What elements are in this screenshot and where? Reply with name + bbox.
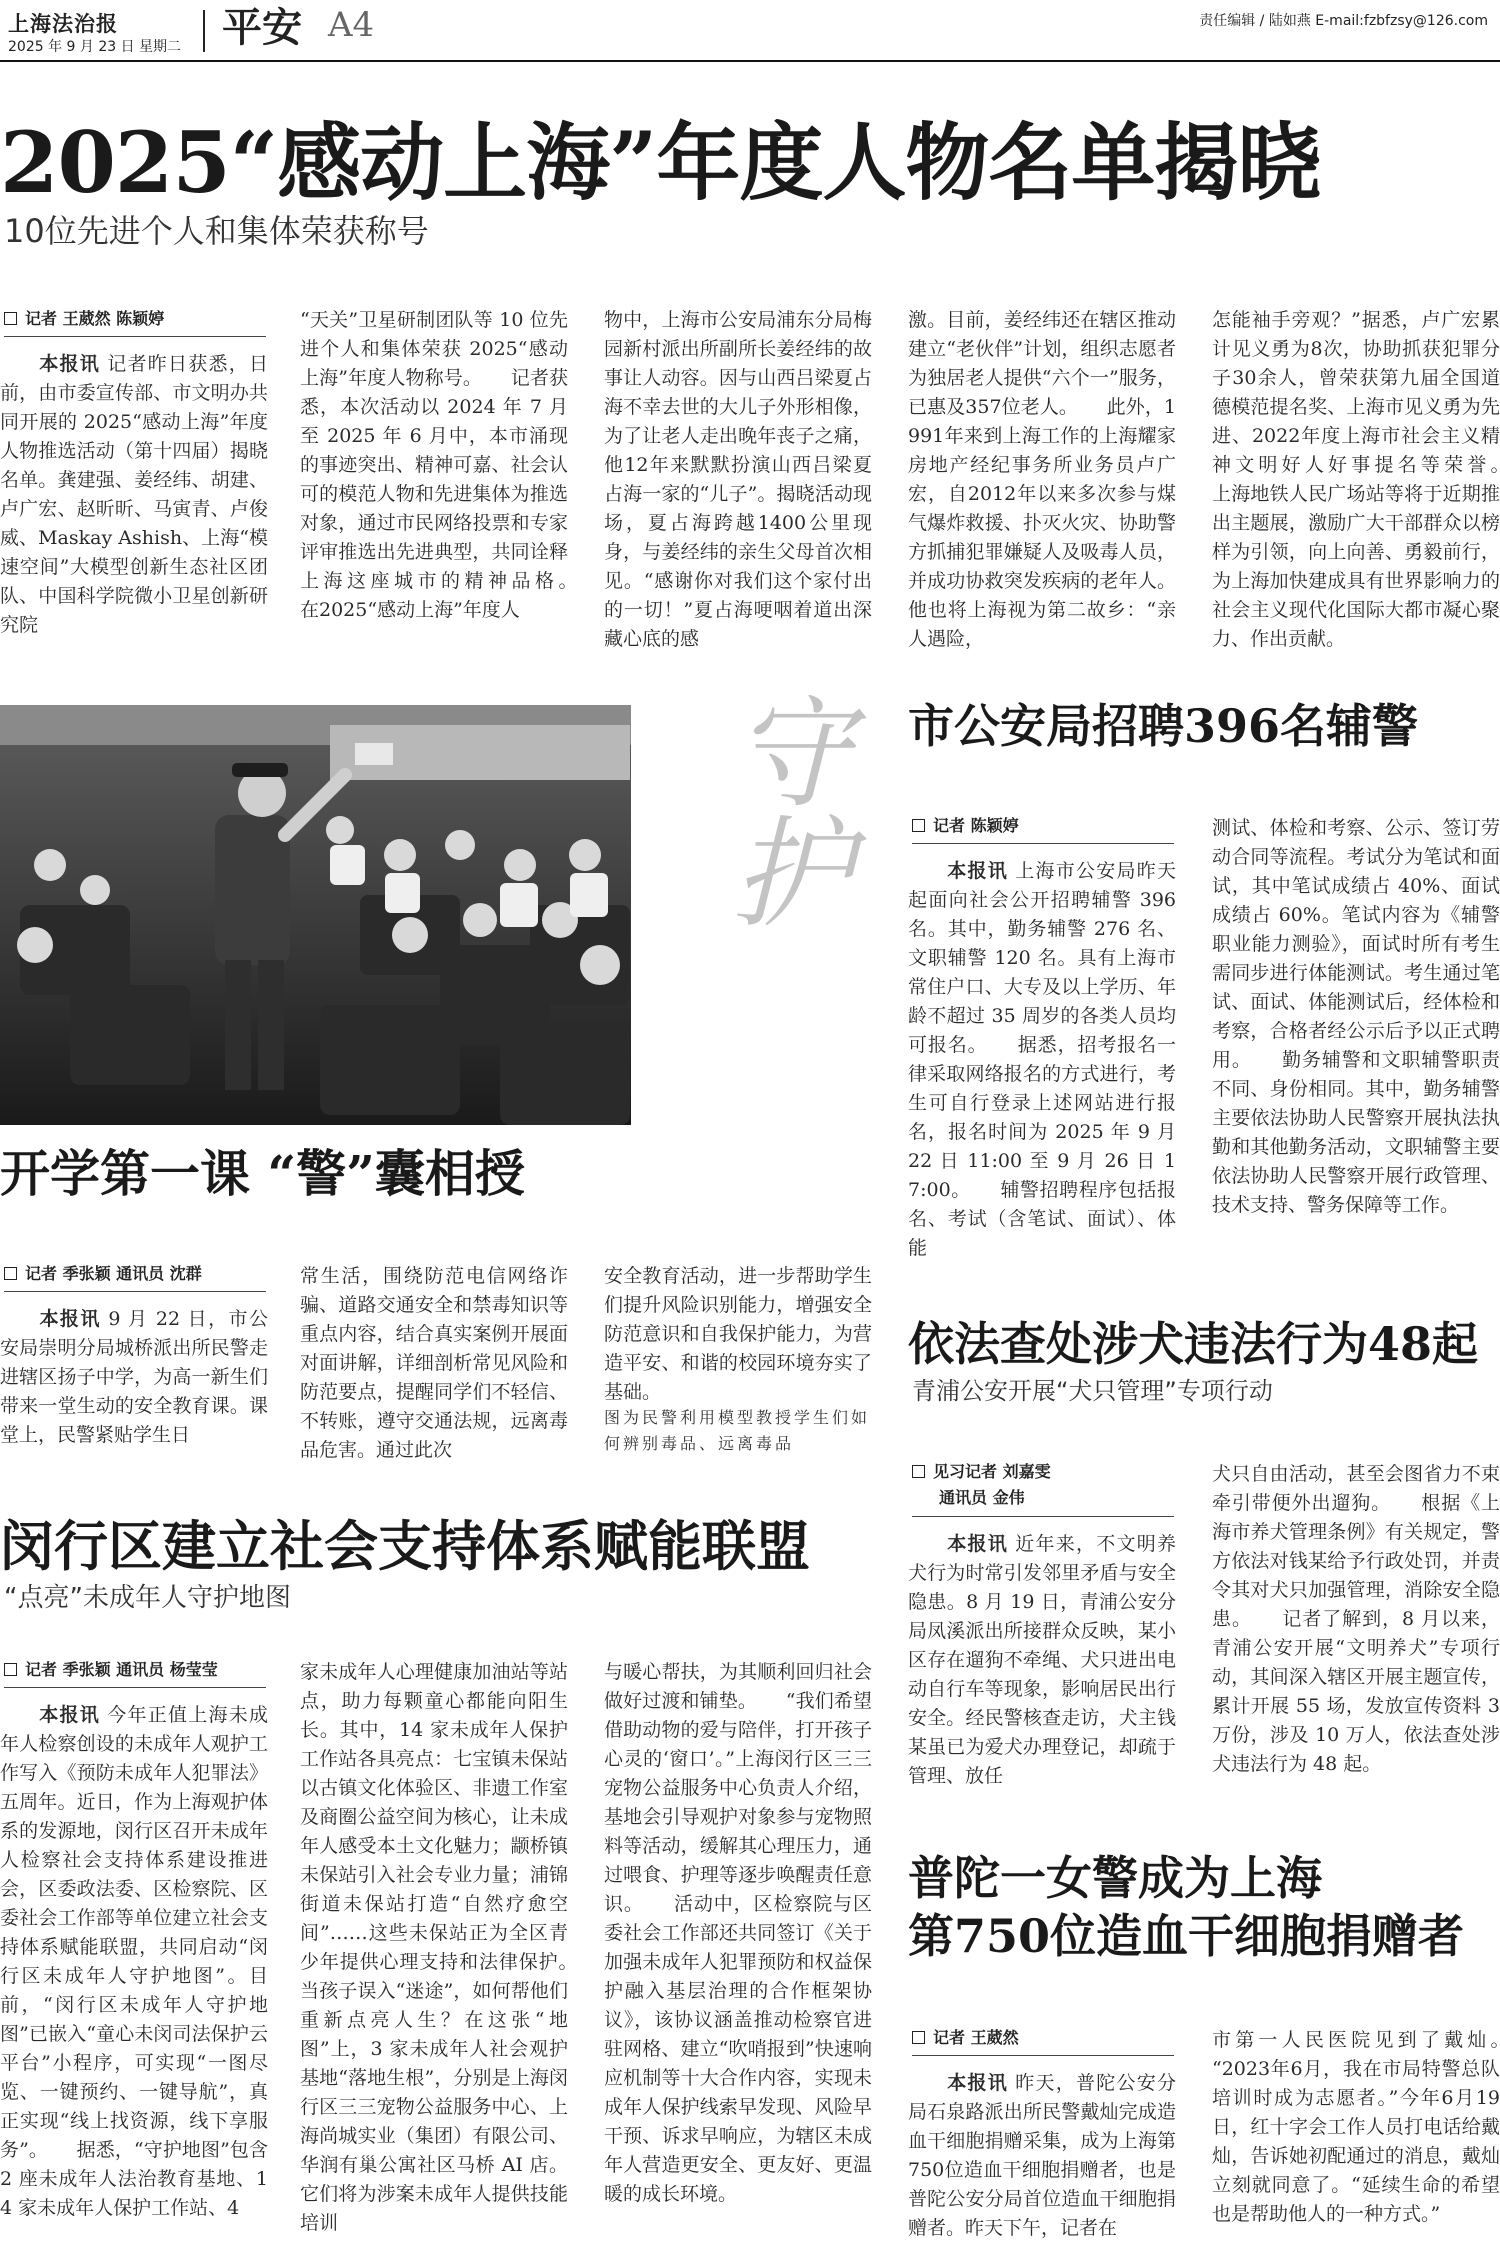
article1-column-5: 怎能袖手旁观？”据悉，卢广宏累计见义勇为8次，协助抓获犯罪分子30余人，曾荣获第九届全国道德模范提名奖、上海市见义勇为先进、2022年度上海市社会主义精神文明好人好事提名等荣誉。 上海地铁人民广场站等将于近期推出主题展，激励广大干部群众以榜样为引领，向上向善、勇毅前行，为上海加快建成具有世界影响力的社会主义现代化国际大都市凝心聚力、作出贡献。	[1212, 309, 1500, 650]
article6-column-2: 市第一人民医院见到了戴灿。 “2023年6月，我在市局特警总队培训时成为志愿者。”今年6月19日，红十字会工作人员打电话给戴灿，告诉她初配通过的消息，戴灿立刻就同意了。“延续生命的希望也是帮助他人的一种方式。”	[1212, 2029, 1500, 2225]
article5-column-2: 犬只自由活动，甚至会图省力不束牵引带便外出遛狗。 根据《上海市养犬管理条例》有关规定，警方依法对钱某给予行政处罚，并责令其对犬只加强管理，消除安全隐患。 记者了解到，8 月以来，青浦公安开展“文明养犬”专项行动，其间深入辖区开展主题宣传，累计开展 55 场，发放宣传资料 3 万份，涉及 10 万人，依法查处涉犬违法行为 48 起。	[1212, 1463, 1500, 1775]
byline-rule	[912, 843, 1174, 844]
article4-column-1: 本报讯 上海市公安局昨天起面向社会公开招聘辅警 396 名。其中，勤务辅警 276 名、文职辅警 120 名。具有上海市常住户口、大专及以上学历、年龄不超过 35 周岁的各类人员均可报名。 据悉，招考报名一律采取网络报名的方式进行，考生可自行登录上述网站进行报名，报名时间为 2025 年 9 月 22 日 11:00 至 9 月 26 日 17:00。 辅警招聘程序包括报名、考试（含笔试、面试）、体能	[908, 860, 1176, 1259]
article5-byline: 见习记者 刘嘉雯	[912, 1460, 1051, 1484]
article1-column-4: 激。目前，姜经纬还在辖区推动建立“老伙伴”计划，组织志愿者为独居老人提供“六个一”服务，已惠及357位老人。 此外，1991年来到上海工作的上海耀家房地产经纪事务所业务员卢广宏，自2012年以来多次参与煤气爆炸救援、扑灭火灾、协助警方抓捕犯罪嫌疑人及吸毒人员，并成功协救突发疾病的老年人。他也将上海视为第二故乡：“亲人遇险，	[908, 309, 1176, 650]
police-class-photo	[0, 705, 631, 1125]
article6-column-1: 本报讯 昨天，普陀公安分局石泉路派出所民警戴灿完成造血干细胞捐赠采集，成为上海第750位造血干细胞捐赠者，也是普陀公安分局首位造血干细胞捐赠者。昨天下午，记者在	[908, 2072, 1176, 2239]
newspaper-logo: 上海法治报	[8, 11, 118, 36]
decorative-vertical-title: 守护	[712, 690, 851, 930]
article1-column-3: 物中，上海市公安局浦东分局梅园新村派出所副所长姜经纬的故事让人动容。因与山西吕梁夏占海不幸去世的大儿子外形相像，为了让老人走出晚年丧子之痛，他12年来默默扮演山西吕梁夏占海一家的“儿子”。揭晓活动现场，夏占海跨越1400公里现身，与姜经纬的亲生父母首次相见。“感谢你对我们这个家付出的一切！”夏占海哽咽着道出深藏心底的感	[604, 309, 872, 650]
byline-box-icon	[4, 312, 17, 325]
article1-subheadline: 10位先进个人和集体荣获称号	[4, 212, 429, 250]
header-rule	[0, 60, 1500, 62]
article3-column-2: 家未成年人心理健康加油站等站点，助力每颗童心都能向阳生长。其中，14 家未成年人保护工作站各具亮点：七宝镇未保站以古镇文化体验区、非遗工作室及商圈公益空间为核心，让未成年人感受本土文化魅力；颛桥镇未保站引入社会专业力量；浦锦街道未保站打造“自然疗愈空间”……这些未保站正为全区青少年提供心理支持和法律保护。 当孩子误入“迷途”，如何帮他们重新点亮人生？在这张“地图”上，3 家未成年人社会观护基地“落地生根”，分别是上海闵行区三三宠物公益服务中心、上海尚城实业（集团）有限公司、华润有巢公寓社区马桥 AI 店。它们将为涉案未成年人提供技能培训	[300, 1661, 607, 2234]
article2-column-2: 常生活，围绕防范电信网络诈骗、道路交通安全和禁毒知识等重点内容，结合真实案例开展面对面讲解，详细剖析常见风险和防范要点，提醒同学们不轻信、不转账，遵守交通法规，远离毒品危害。通过此次	[300, 1265, 568, 1461]
article3-column-3: 与暖心帮扶，为其顺利回归社会做好过渡和铺垫。 “我们希望借助动物的爱与陪伴，打开孩子心灵的‘窗口’。”上海闵行区三三宠物公益服务中心负责人介绍，基地会引导观护对象参与宠物照料等活动，缓解其心理压力，通过喂食、护理等逐步唤醒责任意识。 活动中，区检察院与区委社会工作部还共同签订《关于加强未成年人犯罪预防和权益保护融入基层治理的合作框架协议》，该协议涵盖推动检察官进驻网格、建立“吹哨报到”快速响应机制等十大合作内容，实现未成年人保护线索早发现、风险早干预、诉求早响应，为辖区未成年人营造更安全、更友好、更温暖的成长环境。	[604, 1661, 872, 2205]
byline-box-icon	[4, 1267, 17, 1280]
article4-headline: 市公安局招聘396名辅警	[908, 699, 1419, 753]
article5-headline: 依法查处涉犬违法行为48起	[908, 1317, 1479, 1371]
article6-byline: 记者 王葳然	[912, 2026, 1019, 2050]
article3-headline: 闵行区建立社会支持体系赋能联盟	[0, 1514, 810, 1578]
byline-rule	[4, 1291, 266, 1292]
header-divider	[203, 10, 205, 52]
byline-rule	[912, 2055, 1174, 2056]
article3-column-1: 本报讯 今年正值上海未成年人检察创设的未成年人观护工作写入《预防未成年人犯罪法》五周年。近日，作为上海观护体系的发源地，闵行区召开未成年人检察社会支持体系建设推进会，区委政法委、区检察院、区委社会工作部等单位建立社会支持体系赋能联盟，共同启动“闵行区未成年人守护地图”。目前，“闵行区未成年人守护地图”已嵌入“童心未闵司法保护云平台”小程序，可实现“一图尽览、一键预约、一键导航”，真正实现“线上找资源，线下享服务”。 据悉，“守护地图”包含 2 座未成年人法治教育基地、14 家未成年人保护工作站、4	[0, 1704, 268, 2219]
photo-caption: 图为民警利用模型教授学生们如何辨别毒品、远离毒品	[604, 1408, 871, 1453]
article5-byline-2: 通讯员 金伟	[939, 1488, 1025, 1507]
article1-headline: 2025“感动上海”年度人物名单揭晓	[0, 113, 1321, 212]
issue-date: 2025 年 9 月 23 日 星期二	[8, 39, 182, 55]
section-name: 平安	[222, 5, 302, 51]
article5-subheadline: 青浦公安开展“犬只管理”专项行动	[912, 1377, 1273, 1405]
editor-line: 责任编辑 / 陆如燕 E-mail:fzbfzsy@126.com	[1199, 13, 1488, 29]
article4-column-2: 测试、体检和考察、公示、签订劳动合同等流程。考试分为笔试和面试，其中笔试成绩占 40%、面试成绩占 60%。笔试内容为《辅警职业能力测验》，面试时所有考生需同步进行体能测试。考生通过笔试、面试、体能测试后，经体检和考察，合格者经公示后予以正式聘用。 勤务辅警和文职辅警职责不同、身份相同。其中，勤务辅警主要依法协助人民警察开展执法执勤和其他勤务活动，文职辅警主要依法协助人民警察开展行政管理、技术支持、警务保障等工作。	[1212, 817, 1500, 1216]
article1-column-1: 本报讯 记者昨日获悉，日前，由市委宣传部、市文明办共同开展的 2025“感动上海”年度人物推选活动（第十四届）揭晓名单。龚建强、姜经纬、胡建、卢广宏、赵昕昕、马寅青、卢俊威、Maskay Ashish、上海“模速空间”大模型创新生态社区团队、中国科学院微小卫星创新研究院	[0, 353, 268, 636]
article2-headline: 开学第一课 “警”囊相授	[0, 1144, 525, 1203]
byline-box-icon	[912, 819, 925, 832]
byline-box-icon	[4, 1663, 17, 1676]
article3-subheadline: “点亮”未成年人守护地图	[4, 1583, 291, 1613]
article2-byline: 记者 季张颖 通讯员 沈群	[4, 1262, 202, 1286]
article4-byline: 记者 陈颖婷	[912, 814, 1019, 838]
article2-column-1: 本报讯 9 月 22 日，市公安局崇明分局城桥派出所民警走进辖区扬子中学，为高一新生们带来一堂生动的安全教育课。课堂上，民警紧贴学生日	[0, 1308, 268, 1446]
article3-byline: 记者 季张颖 通讯员 杨莹莹	[4, 1658, 218, 1682]
article5-column-1: 本报讯 近年来，不文明养犬行为时常引发邻里矛盾与安全隐患。8 月 19 日，青浦公安分局凤溪派出所接群众反映，某小区存在遛狗不牵绳、犬只进出电动自行车等现象，影响居民出行安全。经民警核查走访，犬主钱某虽已为爱犬办理登记，却疏于管理、放任	[908, 1533, 1176, 1787]
article2-column-3: 安全教育活动，进一步帮助学生们提升风险识别能力，增强安全防范意识和自我保护能力，为营造平安、和谐的校园环境夯实了基础。	[604, 1265, 872, 1403]
byline-rule	[912, 1516, 1174, 1517]
article6-headline-line2: 第750位造血干细胞捐赠者	[908, 1909, 1465, 1963]
byline-box-icon	[912, 2031, 925, 2044]
byline-rule	[4, 1687, 266, 1688]
article6-headline-line1: 普陀一女警成为上海	[908, 1851, 1322, 1905]
page-number: A4	[328, 5, 375, 45]
byline-rule	[4, 336, 266, 337]
byline-box-icon	[912, 1465, 925, 1478]
article1-byline: 记者 王葳然 陈颖婷	[4, 307, 164, 331]
article1-column-2: “天关”卫星研制团队等 10 位先进个人和集体荣获 2025“感动上海”年度人物称号。 记者获悉，本次活动以 2024 年 7 月至 2025 年 6 月中，本市涌现的事迹突出、精神可嘉、社会认可的模范人物和先进集体为推选对象，通过市民网络投票和专家评审推选出先进典型，共同诠释上海这座城市的精神品格。 在2025“感动上海”年度人	[300, 309, 607, 621]
